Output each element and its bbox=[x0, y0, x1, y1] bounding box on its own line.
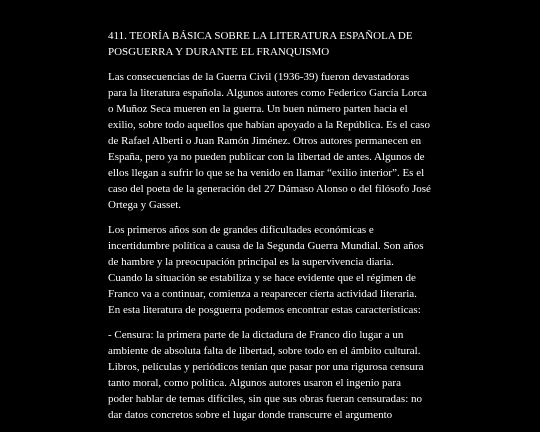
paragraph-censorship: - Censura: la primera parte de la dictadura de Franco dio lugar a un ambiente de absoluta falta de libertad, sobre todo en el ámbito cultural. Libros, películas y periódicos tenían que pasar por una rigurosa censura tanto moral, como política. Algunos autores usaron el ingenio para poder hablar de temas difíciles, sin que sus obras fueran censuradas: no dar datos concretos sobre el lugar donde transcurre el argumento bbox=[108, 329, 424, 421]
document-title: 411. TEORÍA BÁSICA SOBRE LA LITERATURA ESPAÑOLA DE POSGUERRA Y DURANTE EL FRANQUISMO bbox=[108, 30, 413, 58]
paragraph-early-years: Los primeros años son de grandes dificultades económicas e incertidumbre política a causa de la Segunda Guerra Mundial. Son años de hambre y la preocupación principal es la supervivencia diaria. Cuando la situación se estabiliza y se hace evidente que el régimen de Franco va a continuar, comienza a reaparecer cierta actividad literaria. En esta literatura de posguerra podemos encontrar estas características: bbox=[108, 224, 424, 316]
paragraph-consequences: Las consecuencias de la Guerra Civil (1936-39) fueron devastadoras para la literatura española. Algunos autores como Federico García Lorca o Muñoz Seca mueren en la guerra. Un buen número parten hacia el exilio, sobre todo aquellos que habían apoyado a la República. Es el caso de Rafael Alberti o Juan Ramón Jiménez. Otros autores permanecen en España, pero ya no pueden publicar con la libertad de antes. Algunos de ellos llegan a sufrir lo que se ha venido en llamar “exilio interior”. Es el caso del poeta de la generación del 27 Dámaso Alonso o del filósofo José Ortega y Gasset. bbox=[108, 71, 431, 211]
document-body bbox=[108, 28, 434, 432]
